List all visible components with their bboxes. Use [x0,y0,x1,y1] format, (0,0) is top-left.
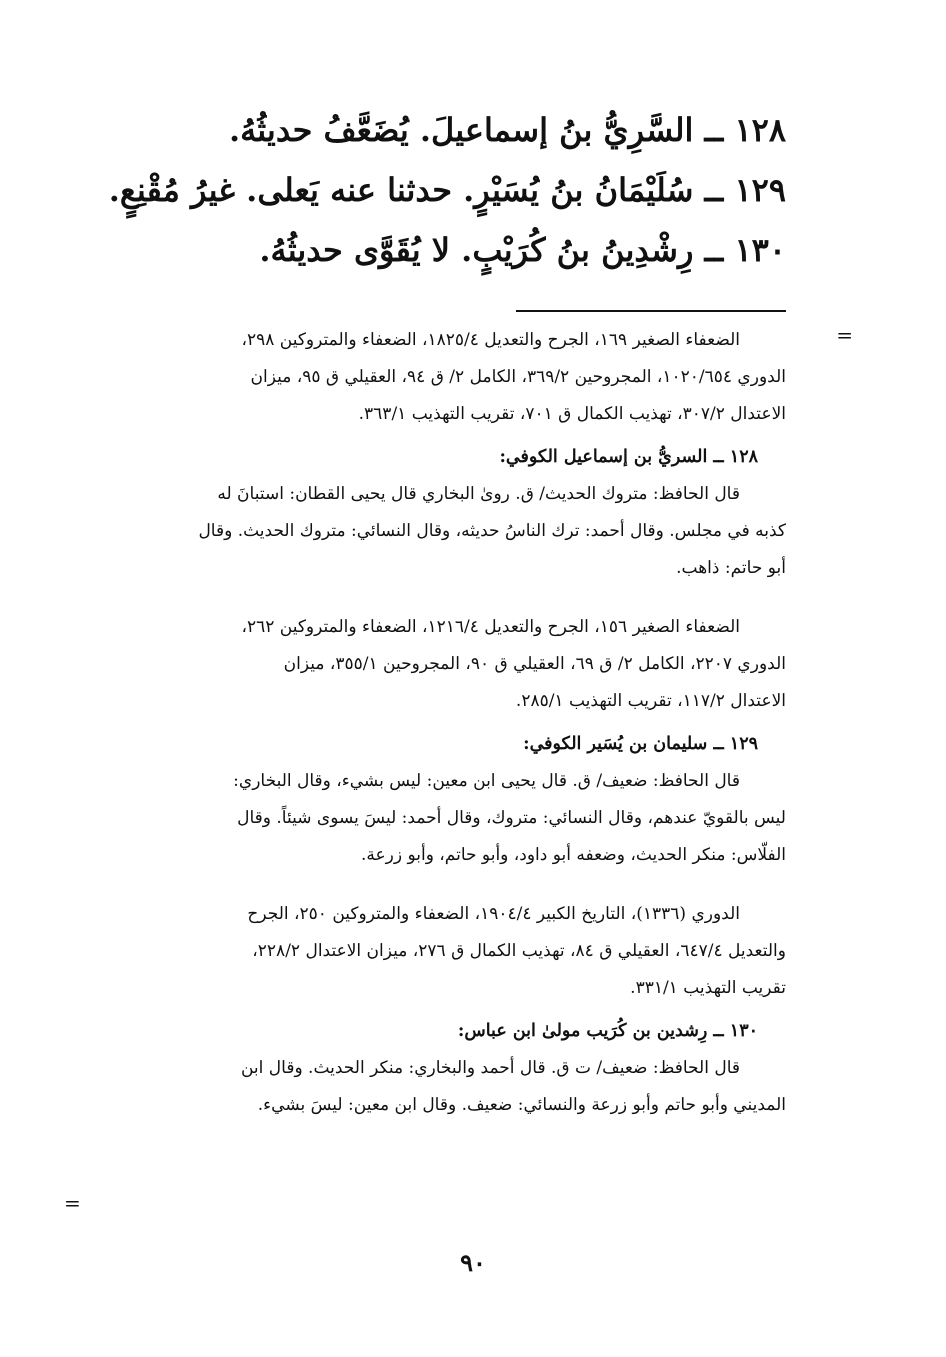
text-line: ليس بالقويّ عندهم، وقال النسائي: متروك، وقال أحمد: ليسَ يسوى شيئاً. وقال [237,808,786,828]
text-line: قال الحافظ: ضعيف/ ق. قال يحيى ابن معين: ليس بشيء، وقال البخاري: [233,771,740,791]
main-entry-130: ١٣٠ ــ رِشْدِينُ بنُ كُرَيْبٍ. لا يُقَوَّى حديثُهُ. [259,231,786,269]
footnote-separator [516,310,786,312]
note-heading-129: ١٢٩ ــ سليمان بن يُسَير الكوفي: [523,734,758,754]
main-entries [108,100,786,280]
note-refs-128 [86,609,786,720]
text-line: الدوري ١٠٢٠/٦٥٤، المجروحين ٣٦٩/٢، الكامل ٢/ ق ٩٤، العقيلي ق ٩٥، ميزان [250,367,786,387]
note-heading-130: ١٣٠ ــ رِشدين بن كُرَيب مولىٰ ابن عباس: [457,1021,758,1041]
text-line: الدوري (١٣٣٦)، التاريخ الكبير ١٩٠٤/٤، الضعفاء والمتروكين ٢٥٠، الجرح [247,904,740,924]
text-line: والتعديل ٦٤٧/٤، العقيلي ق ٨٤، تهذيب الكمال ق ٢٧٦، ميزان الاعتدال ٢٢٨/٢، [252,941,786,961]
text-line: الضعفاء الصغير ١٦٩، الجرح والتعديل ١٨٢٥/٤، الضعفاء والمتروكين ٢٩٨، [241,330,740,350]
main-entry-128: ١٢٨ ــ السَّرِيُّ بنُ إسماعيلَ. يُضَعَّفُ حديثُهُ. [228,111,786,149]
continuation-mark-bottom: = [64,1191,81,1215]
text-line: الدوري ٢٢٠٧، الكامل ٢/ ق ٦٩، العقيلي ق ٩٠، المجروحين ٣٥٥/١، ميزان [283,654,786,674]
text-line: كذبه في مجلس. وقال أحمد: ترك الناسُ حديثه، وقال النسائي: متروك الحديث. وقال [198,521,786,541]
text-line: الاعتدال ٣٠٧/٢، تهذيب الكمال ق ٧٠١، تقريب التهذيب ٣٦٣/١. [358,404,786,424]
note-text-130 [86,1050,786,1124]
text-line: قال الحافظ: متروك الحديث/ ق. روىٰ البخاري قال يحيى القطان: استبانَ له [217,484,740,504]
note-text-129 [86,763,786,874]
text-line: الضعفاء الصغير ١٥٦، الجرح والتعديل ١٢١٦/٤، الضعفاء والمتروكين ٢٦٢، [241,617,740,637]
text-line: أبو حاتم: ذاهب. [676,558,786,578]
continuation-mark-top: = [836,323,853,347]
text-line: قال الحافظ: ضعيف/ ت ق. قال أحمد والبخاري: منكر الحديث. وقال ابن [240,1058,740,1078]
text-line: تقريب التهذيب ٣٣١/١. [630,978,786,998]
footnotes [86,322,786,1124]
note-refs-129 [86,896,786,1007]
note-text-128 [86,476,786,587]
main-entry-129: ١٢٩ ــ سُلَيْمَانُ بنُ يُسَيْرٍ. حدثنا عنه يَعلى. غيرُ مُقْنِعٍ. [108,171,786,209]
previous-references [86,322,786,433]
text-line: المديني وأبو حاتم وأبو زرعة والنسائي: ضعيف. وقال ابن معين: ليسَ بشيء. [257,1095,786,1115]
page-number: ٩٠ [460,1248,486,1277]
text-line: الاعتدال ١١٧/٢، تقريب التهذيب ٢٨٥/١. [515,691,786,711]
note-heading-128: ١٢٨ ــ السريُّ بن إسماعيل الكوفي: [499,447,758,467]
text-line: الفلّاس: منكر الحديث، وضعفه أبو داود، وأبو حاتم، وأبو زرعة. [360,845,786,865]
